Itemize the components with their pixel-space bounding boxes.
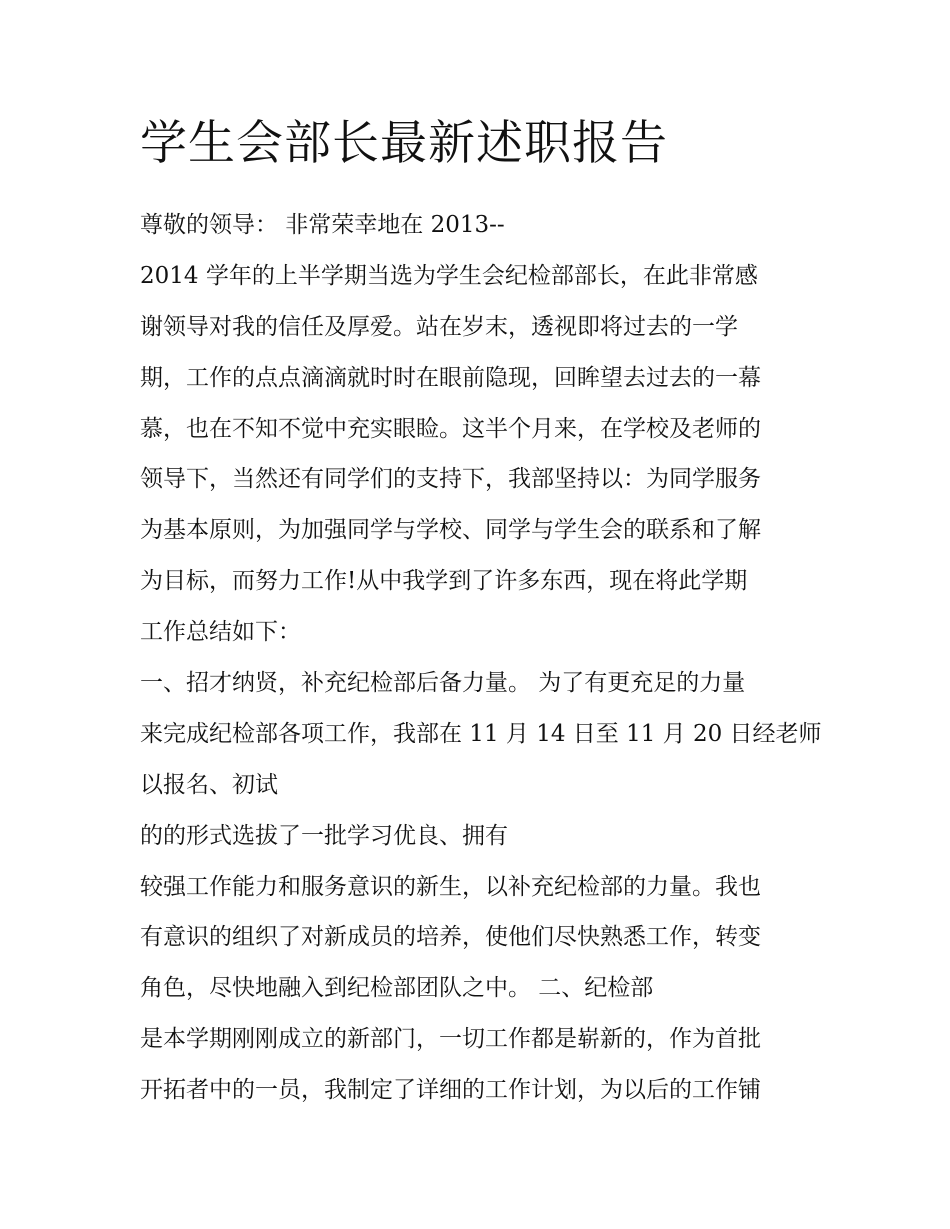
body-line: 谢领导对我的信任及厚爱。站在岁末，透视即将过去的一学 (140, 313, 738, 340)
body-line: 为基本原则，为加强同学与学校、同学与学生会的联系和了解 (140, 517, 761, 544)
body-line: 期，工作的点点滴滴就时时在眼前隐现，回眸望去过去的一幕 (140, 364, 761, 391)
body-line: 慕，也在不知不觉中充实眼睑。这半个月来，在学校及老师的 (140, 415, 761, 442)
body-line: 领导下，当然还有同学们的支持下，我部坚持以：为同学服务 (140, 466, 761, 493)
body-line: 来完成纪检部各项工作，我部在 11 月 14 日至 11 月 20 日经老师 (140, 720, 822, 747)
document-body (140, 200, 830, 1116)
document-title: 学生会部长最新述职报告 (140, 116, 668, 171)
body-line: 工作总结如下： (140, 619, 301, 646)
body-line: 一、招才纳贤，补充纪检部后备力量。 为了有更充足的力量 (140, 670, 746, 697)
body-line: 是本学期刚刚成立的新部门，一切工作都是崭新的，作为首批 (140, 1026, 761, 1053)
body-line: 有意识的组织了对新成员的培养，使他们尽快熟悉工作，转变 (140, 924, 761, 951)
body-line: 开拓者中的一员，我制定了详细的工作计划，为以后的工作铺 (140, 1077, 761, 1104)
body-line: 以报名、初试 (140, 771, 278, 798)
body-line: 较强工作能力和服务意识的新生，以补充纪检部的力量。我也 (140, 873, 761, 900)
body-line: 尊敬的领导： 非常荣幸地在 2013-- (140, 212, 505, 238)
body-line: 为目标，而努力工作!从中我学到了许多东西，现在将此学期 (140, 568, 748, 595)
body-line: 的的形式选拔了一批学习优良、拥有 (140, 822, 508, 849)
body-line: 2014 学年的上半学期当选为学生会纪检部部长，在此非常感 (140, 262, 758, 289)
body-line: 角色，尽快地融入到纪检部团队之中。 二、纪检部 (140, 975, 654, 1002)
